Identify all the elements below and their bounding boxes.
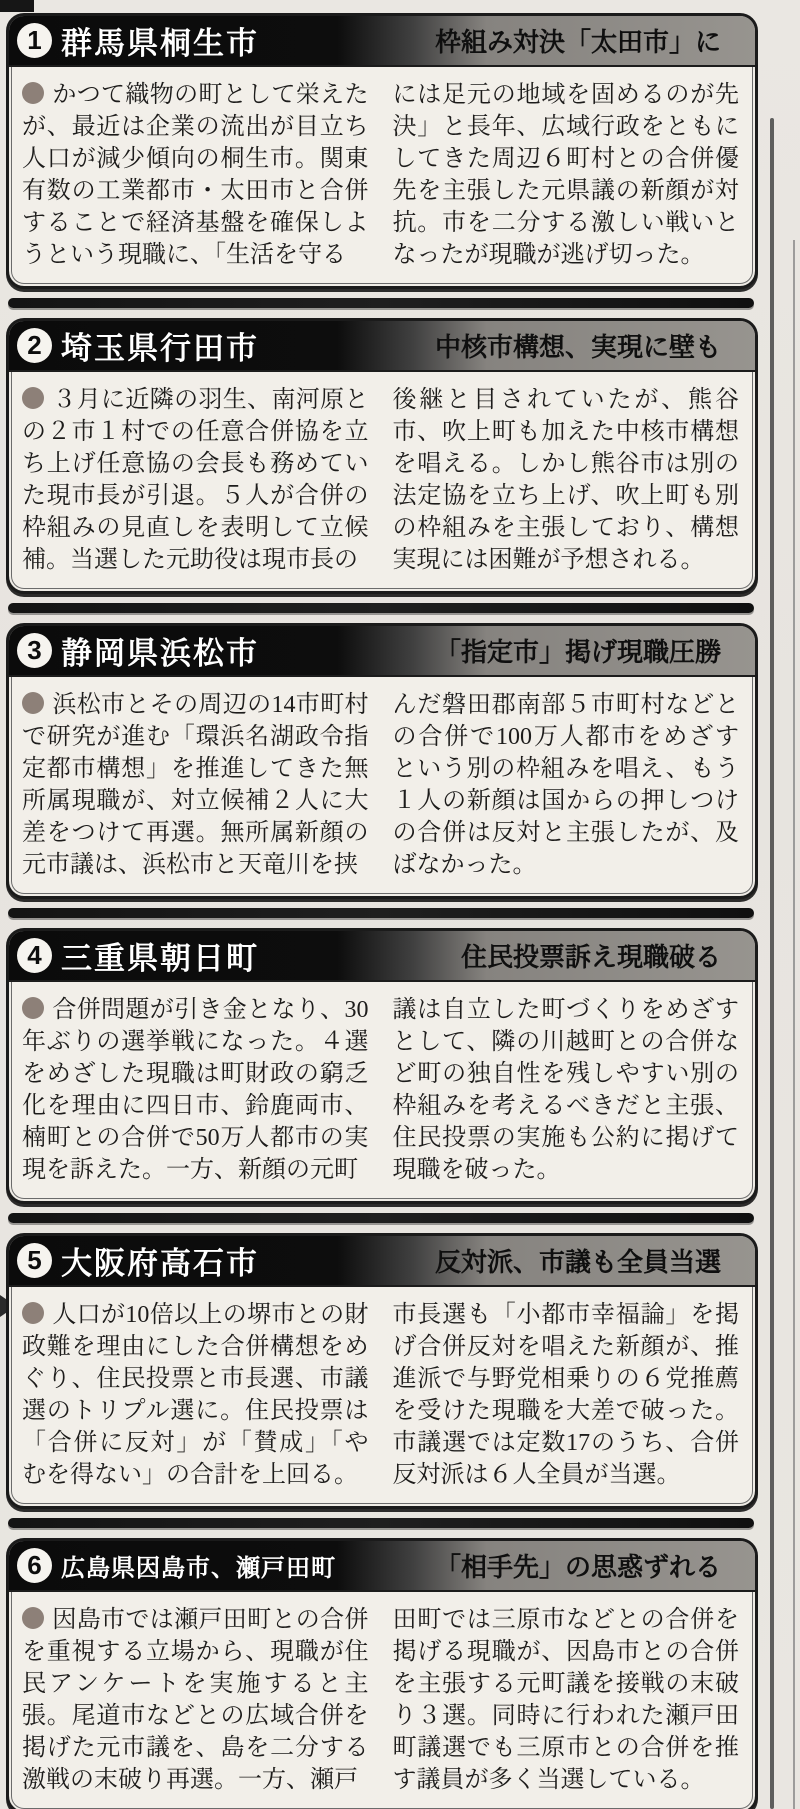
section-divider (8, 298, 754, 308)
body-text-left: 合併問題が引き金となり、30年ぶりの選挙戦になった。４選をめざした現職は町財政の窮乏化を理由に四日市、鈴鹿両市、楠町との合併で50万人都市の実現を訴えた。一方、新顔の元町 (22, 997, 369, 1183)
paragraph-bullet-icon (22, 692, 44, 714)
news-card-6 (6, 1538, 758, 1809)
news-card-4 (6, 928, 758, 1204)
paragraph-bullet-icon (22, 1302, 44, 1324)
section-number-badge: 5 (17, 1243, 52, 1278)
section-body (9, 982, 755, 1201)
article-column (6, 13, 758, 1809)
news-card-2 (6, 318, 758, 594)
section-headline: 枠組み対決「太田市」に (434, 27, 721, 57)
body-text-right: には足元の地域を固めるのが先決」と長年、広域行政をともにしてきた周辺６町村との合併優先を主張した元県議の新顔が対抗。市を二分する激しい戦いとなったが現職が逃げ切った。 (392, 82, 739, 268)
section-header (9, 321, 755, 372)
section-header (9, 16, 755, 67)
section-number-badge: 6 (17, 1548, 52, 1583)
section-number-badge: 3 (17, 633, 52, 668)
section-region-title: 埼玉県行田市 (61, 331, 259, 366)
section-header (9, 1541, 755, 1592)
section-body (9, 1592, 755, 1809)
body-column-left (22, 689, 369, 881)
body-column-right (393, 994, 740, 1186)
section-body (9, 1287, 755, 1506)
paragraph-bullet-icon (22, 387, 44, 409)
section-headline: 中核市構想、実現に壁も (434, 332, 721, 362)
body-column-right (393, 79, 740, 271)
section-divider (8, 1213, 754, 1223)
section-body (9, 67, 755, 286)
body-text-right: 田町では三原市などとの合併を掲げる現職が、因島市との合併を主張する元町議を接戦の末破り３選。同時に行われた瀬戸田町議選でも三原市との合併を推す議員が多く当選している。 (392, 1607, 739, 1793)
section-number-badge: 1 (17, 23, 52, 58)
section-region-title: 三重県朝日町 (61, 941, 259, 976)
body-column-left (22, 1299, 369, 1491)
body-text-left: かつて織物の町として栄えたが、最近は企業の流出が目立ち人口が減少傾向の桐生市。関東有数の工業都市・太田市と合併することで経済基盤を確保しようという現職に、「生活を守る (22, 82, 369, 268)
section-header (9, 1236, 755, 1287)
body-column-left (22, 384, 369, 576)
column-rule-line (770, 118, 774, 1809)
body-column-right (393, 1604, 740, 1796)
body-text-right: 議は自立した町づくりをめざすとして、隣の川越町との合併など町の独自性を残しやすい別の枠組みを考えるべきだと主張、住民投票の実施も公約に掲げて現職を破った。 (392, 997, 739, 1183)
section-divider (8, 1518, 754, 1528)
section-region-title: 群馬県桐生市 (61, 26, 259, 61)
body-text-left: 因島市では瀬戸田町との合併を重視する立場から、現職が住民アンケートを実施すると主張。尾道市などとの広域合併を掲げた元市議を、島を二分する激戦の末破り再選。一方、瀬戸 (22, 1607, 369, 1793)
body-column-left (22, 994, 369, 1186)
paragraph-bullet-icon (22, 1607, 44, 1629)
body-column-right (393, 384, 740, 576)
body-text-left: 人口が10倍以上の堺市との財政難を理由にした合併構想をめぐり、住民投票と市長選、市議選のトリプル選に。住民投票は「合併に反対」が「賛成」「やむを得ない」の合計を上回る。 (22, 1302, 369, 1488)
body-column-right (393, 1299, 740, 1491)
body-column-left (22, 1604, 369, 1796)
section-header (9, 931, 755, 982)
body-text-right: 後継と目されていたが、熊谷市、吹上町も加えた中核市構想を唱える。しかし熊谷市は別の法定協を立ち上げ、吹上町も別の枠組みを主張しており、構想実現には困難が予想される。 (392, 387, 739, 573)
section-header (9, 626, 755, 677)
body-text-right: んだ磐田郡南部５市町村などとの合併で100万人都市をめざすという別の枠組みを唱え、もう１人の新顔は国からの押しつけの合併は反対と主張したが、及ばなかった。 (392, 692, 739, 878)
section-body (9, 372, 755, 591)
page-edge-line (793, 240, 795, 1809)
section-divider (8, 603, 754, 613)
section-number-badge: 2 (17, 328, 52, 363)
section-region-title: 静岡県浜松市 (61, 636, 259, 671)
news-card-5 (6, 1233, 758, 1509)
section-region-title: 大阪府高石市 (61, 1246, 259, 1281)
body-text-left: ３月に近隣の羽生、南河原との２市１村での任意合併協を立ち上げ任意協の会長も務めていた現市長が引退。５人が合併の枠組みの見直しを表明して立候補。当選した元助役は現市長の (22, 387, 369, 573)
body-column-right (393, 689, 740, 881)
body-text-left: 浜松市とその周辺の14市町村で研究が進む「環浜名湖政令指定都市構想」を推進してきた無所属現職が、対立候補２人に大差をつけて再選。無所属新顔の元市議は、浜松市と天竜川を挟 (22, 692, 369, 878)
paragraph-bullet-icon (22, 997, 44, 1019)
section-headline: 反対派、市議も全員当選 (434, 1247, 721, 1277)
scan-edge-mark (0, 0, 34, 12)
section-headline: 住民投票訴え現職破る (460, 942, 721, 972)
section-number-badge: 4 (17, 938, 52, 973)
section-body (9, 677, 755, 896)
body-text-right: 市長選も「小都市幸福論」を掲げ合併反対を唱えた新顔が、推進派で与野党相乗りの６党推薦を受けた現職を大差で破った。市議選では定数17のうち、合併反対派は６人全員が当選。 (392, 1302, 739, 1488)
section-headline: 「指定市」掲げ現職圧勝 (434, 637, 721, 667)
section-region-title: 広島県因島市、瀬戸田町 (61, 1555, 336, 1582)
news-card-1 (6, 13, 758, 289)
paragraph-bullet-icon (22, 82, 44, 104)
news-card-3 (6, 623, 758, 899)
section-divider (8, 908, 754, 918)
body-column-left (22, 79, 369, 271)
section-headline: 「相手先」の思惑ずれる (434, 1552, 721, 1582)
